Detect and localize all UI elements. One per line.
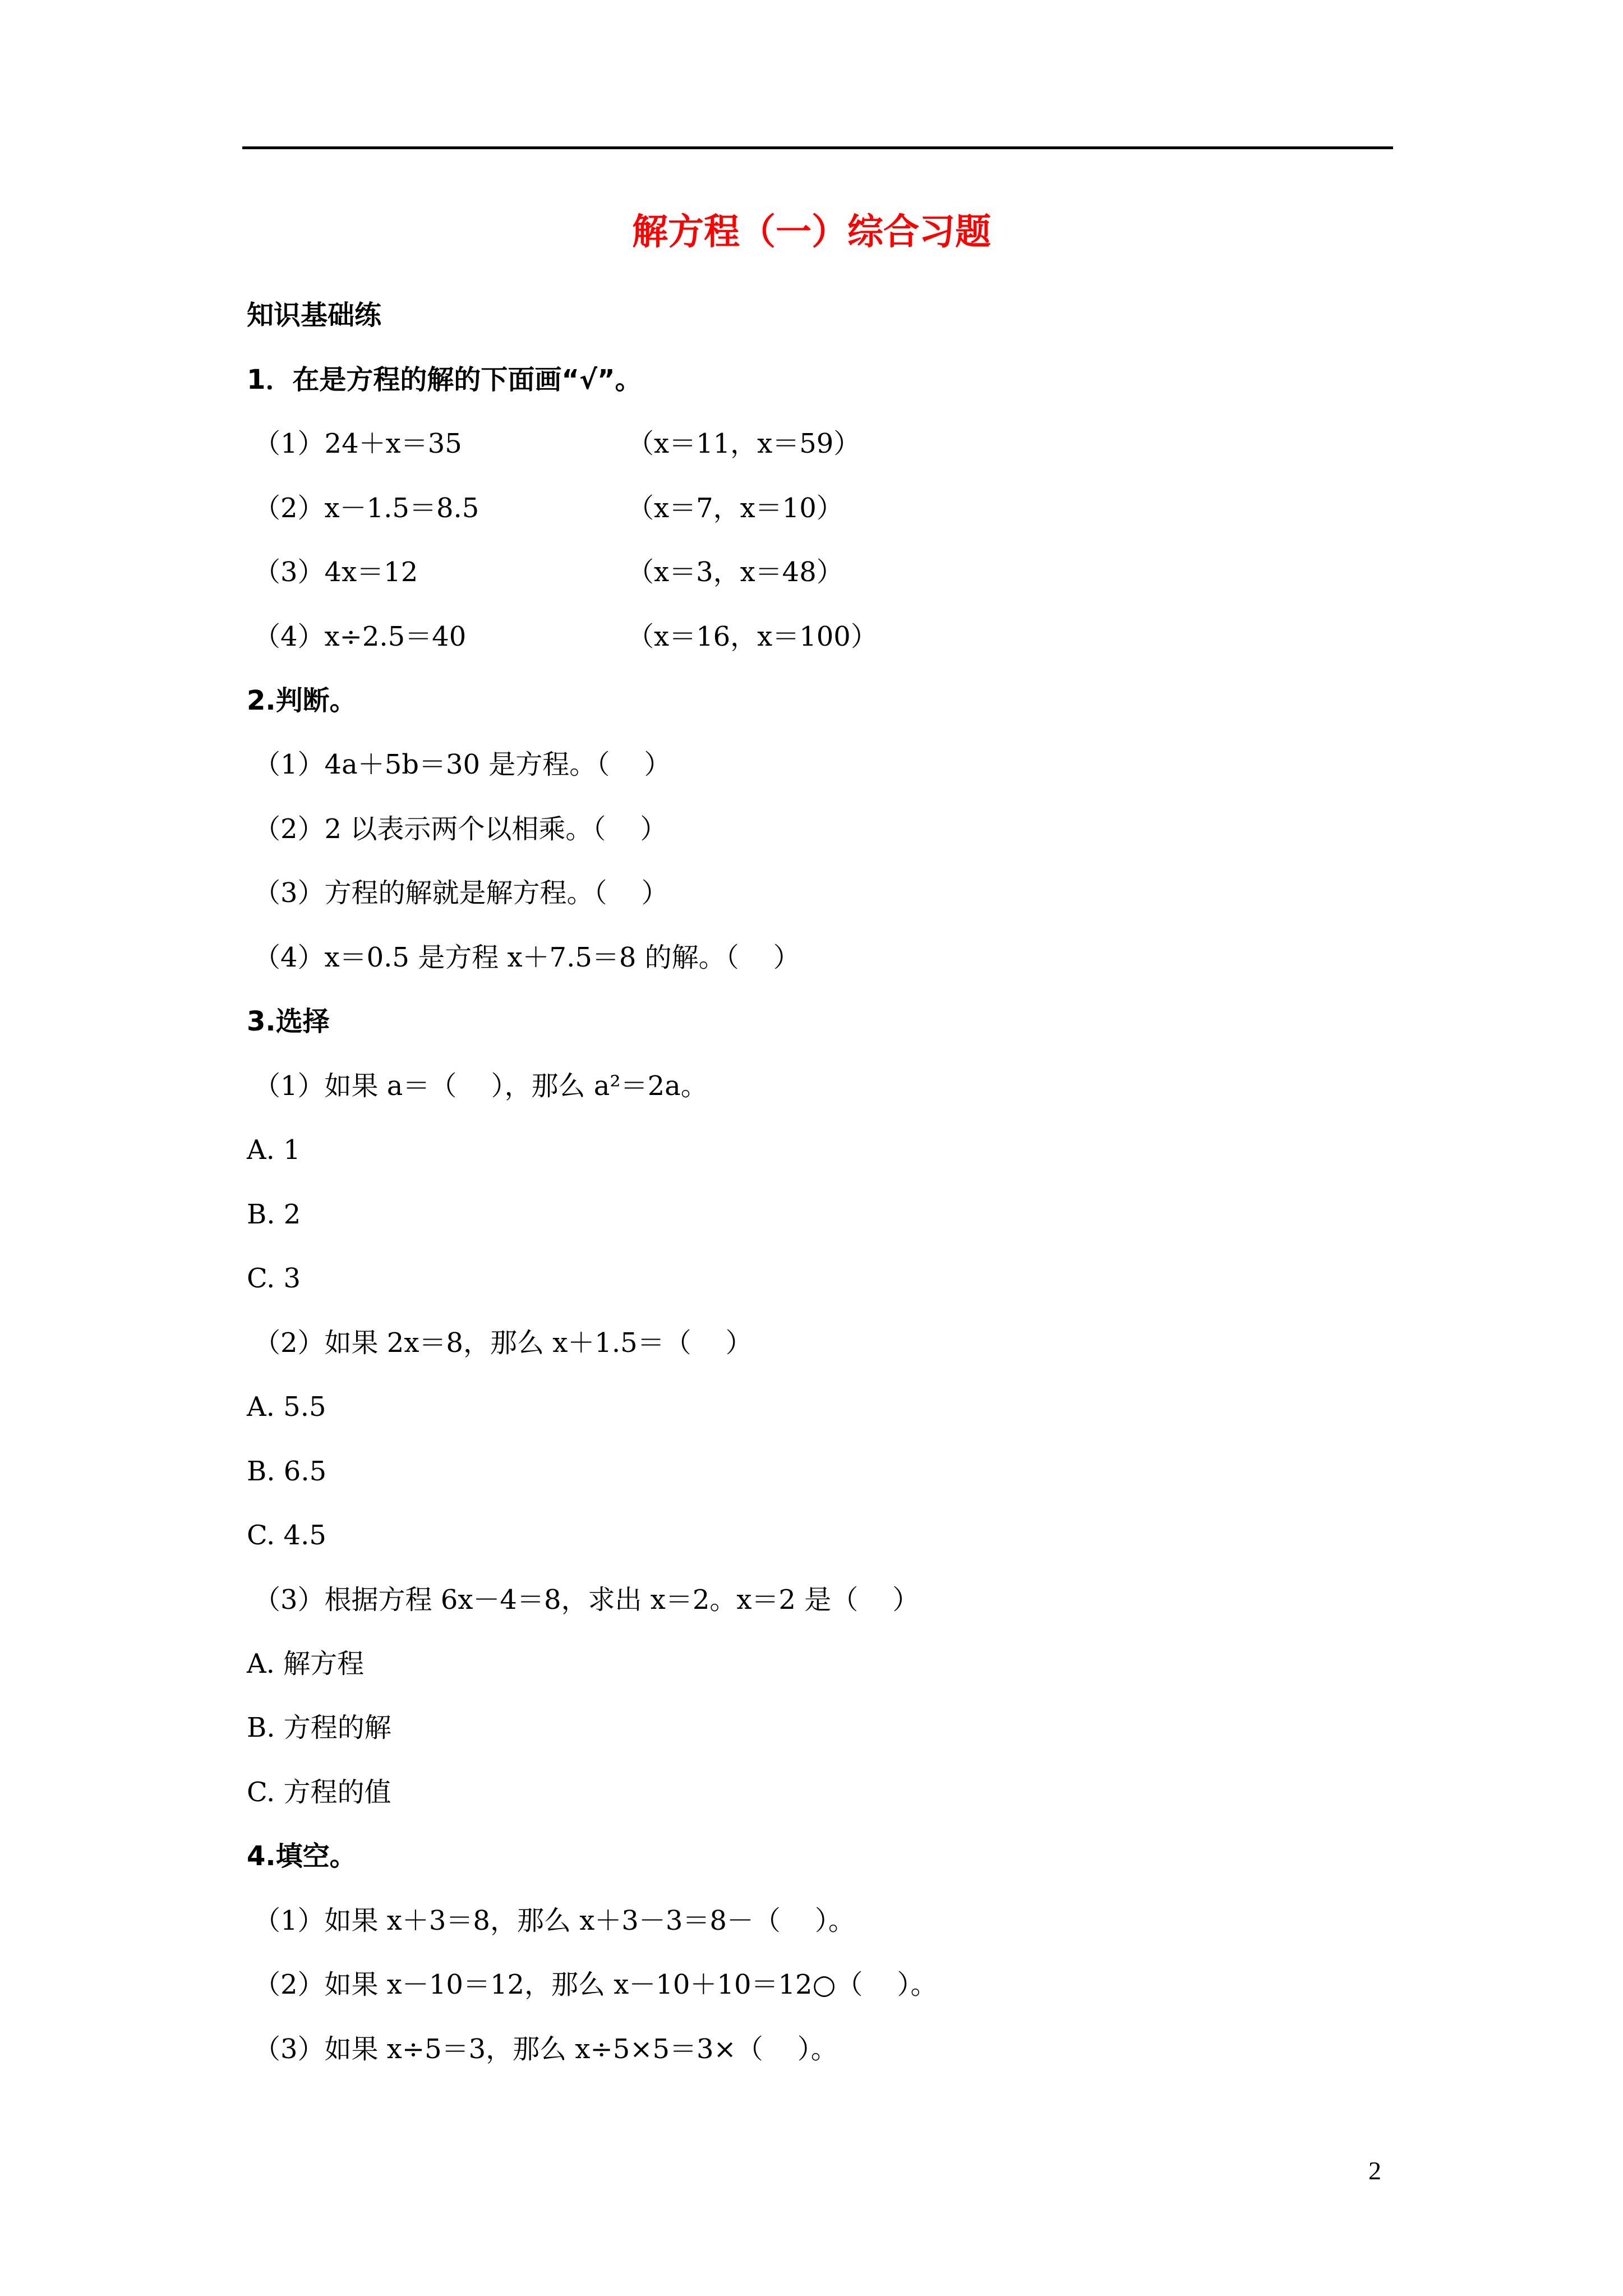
q2-item-2: （2）2 以表示两个以相乘。（ ） [253, 813, 667, 845]
q1-item-2-equation: （2）x－1.5＝8.5 [253, 493, 479, 524]
q3-sub3-option-b: B. 方程的解 [247, 1712, 391, 1743]
q3-sub1-stem: （1）如果 a＝（ ），那么 a²＝2a。 [253, 1070, 708, 1102]
q3-sub1-option-a: A. 1 [247, 1134, 301, 1166]
q3-sub2-option-c: C. 4.5 [247, 1520, 326, 1551]
page-number: 2 [1368, 2156, 1381, 2185]
q4-item-3: （3）如果 x÷5＝3，那么 x÷5×5＝3×（ ）。 [253, 2033, 838, 2065]
q3-sub3-option-c: C. 方程的值 [247, 1777, 391, 1808]
q1-item-3-options: （x＝3，x＝48） [627, 556, 843, 588]
header-rule [242, 146, 1393, 149]
q1-item-4-equation: （4）x÷2.5＝40 [253, 621, 467, 652]
q3-sub2-option-a: A. 5.5 [247, 1391, 326, 1423]
q2-item-3: （3）方程的解就是解方程。（ ） [253, 877, 668, 909]
q3-sub2-stem: （2）如果 2x＝8，那么 x＋1.5＝（ ） [253, 1327, 753, 1359]
q3-sub2-option-b: B. 6.5 [247, 1456, 327, 1487]
q2-item-1: （1）4a＋5b＝30 是方程。（ ） [253, 749, 671, 780]
q4-heading: 4.填空。 [247, 1841, 357, 1872]
q3-sub1-option-b: B. 2 [247, 1199, 301, 1230]
q3-sub1-option-c: C. 3 [247, 1263, 301, 1294]
page-title: 解方程（一）综合习题 [632, 211, 991, 253]
q1-item-1-equation: （1）24＋x＝35 [253, 428, 462, 459]
q1-item-4-options: （x＝16，x＝100） [627, 621, 878, 652]
q4-item-2: （2）如果 x－10＝12，那么 x－10＋10＝12○（ ）。 [253, 1969, 938, 2000]
q1-item-2-options: （x＝7，x＝10） [627, 493, 843, 524]
q3-heading: 3.选择 [247, 1006, 330, 1037]
q2-item-4: （4）x＝0.5 是方程 x＋7.5＝8 的解。（ ） [253, 942, 800, 973]
q1-item-1-options: （x＝11，x＝59） [627, 428, 861, 459]
q4-item-1: （1）如果 x＋3＝8，那么 x＋3－3＝8－（ ）。 [253, 1905, 855, 1936]
q1-item-3-equation: （3）4x＝12 [253, 556, 418, 588]
q2-heading: 2.判断。 [247, 685, 357, 716]
q1-heading: 1．在是方程的解的下面画“√”。 [247, 364, 642, 395]
q3-sub3-stem: （3）根据方程 6x－4＝8，求出 x＝2。x＝2 是（ ） [253, 1584, 920, 1616]
section-heading: 知识基础练 [247, 300, 382, 331]
q3-sub3-option-a: A. 解方程 [247, 1648, 365, 1680]
